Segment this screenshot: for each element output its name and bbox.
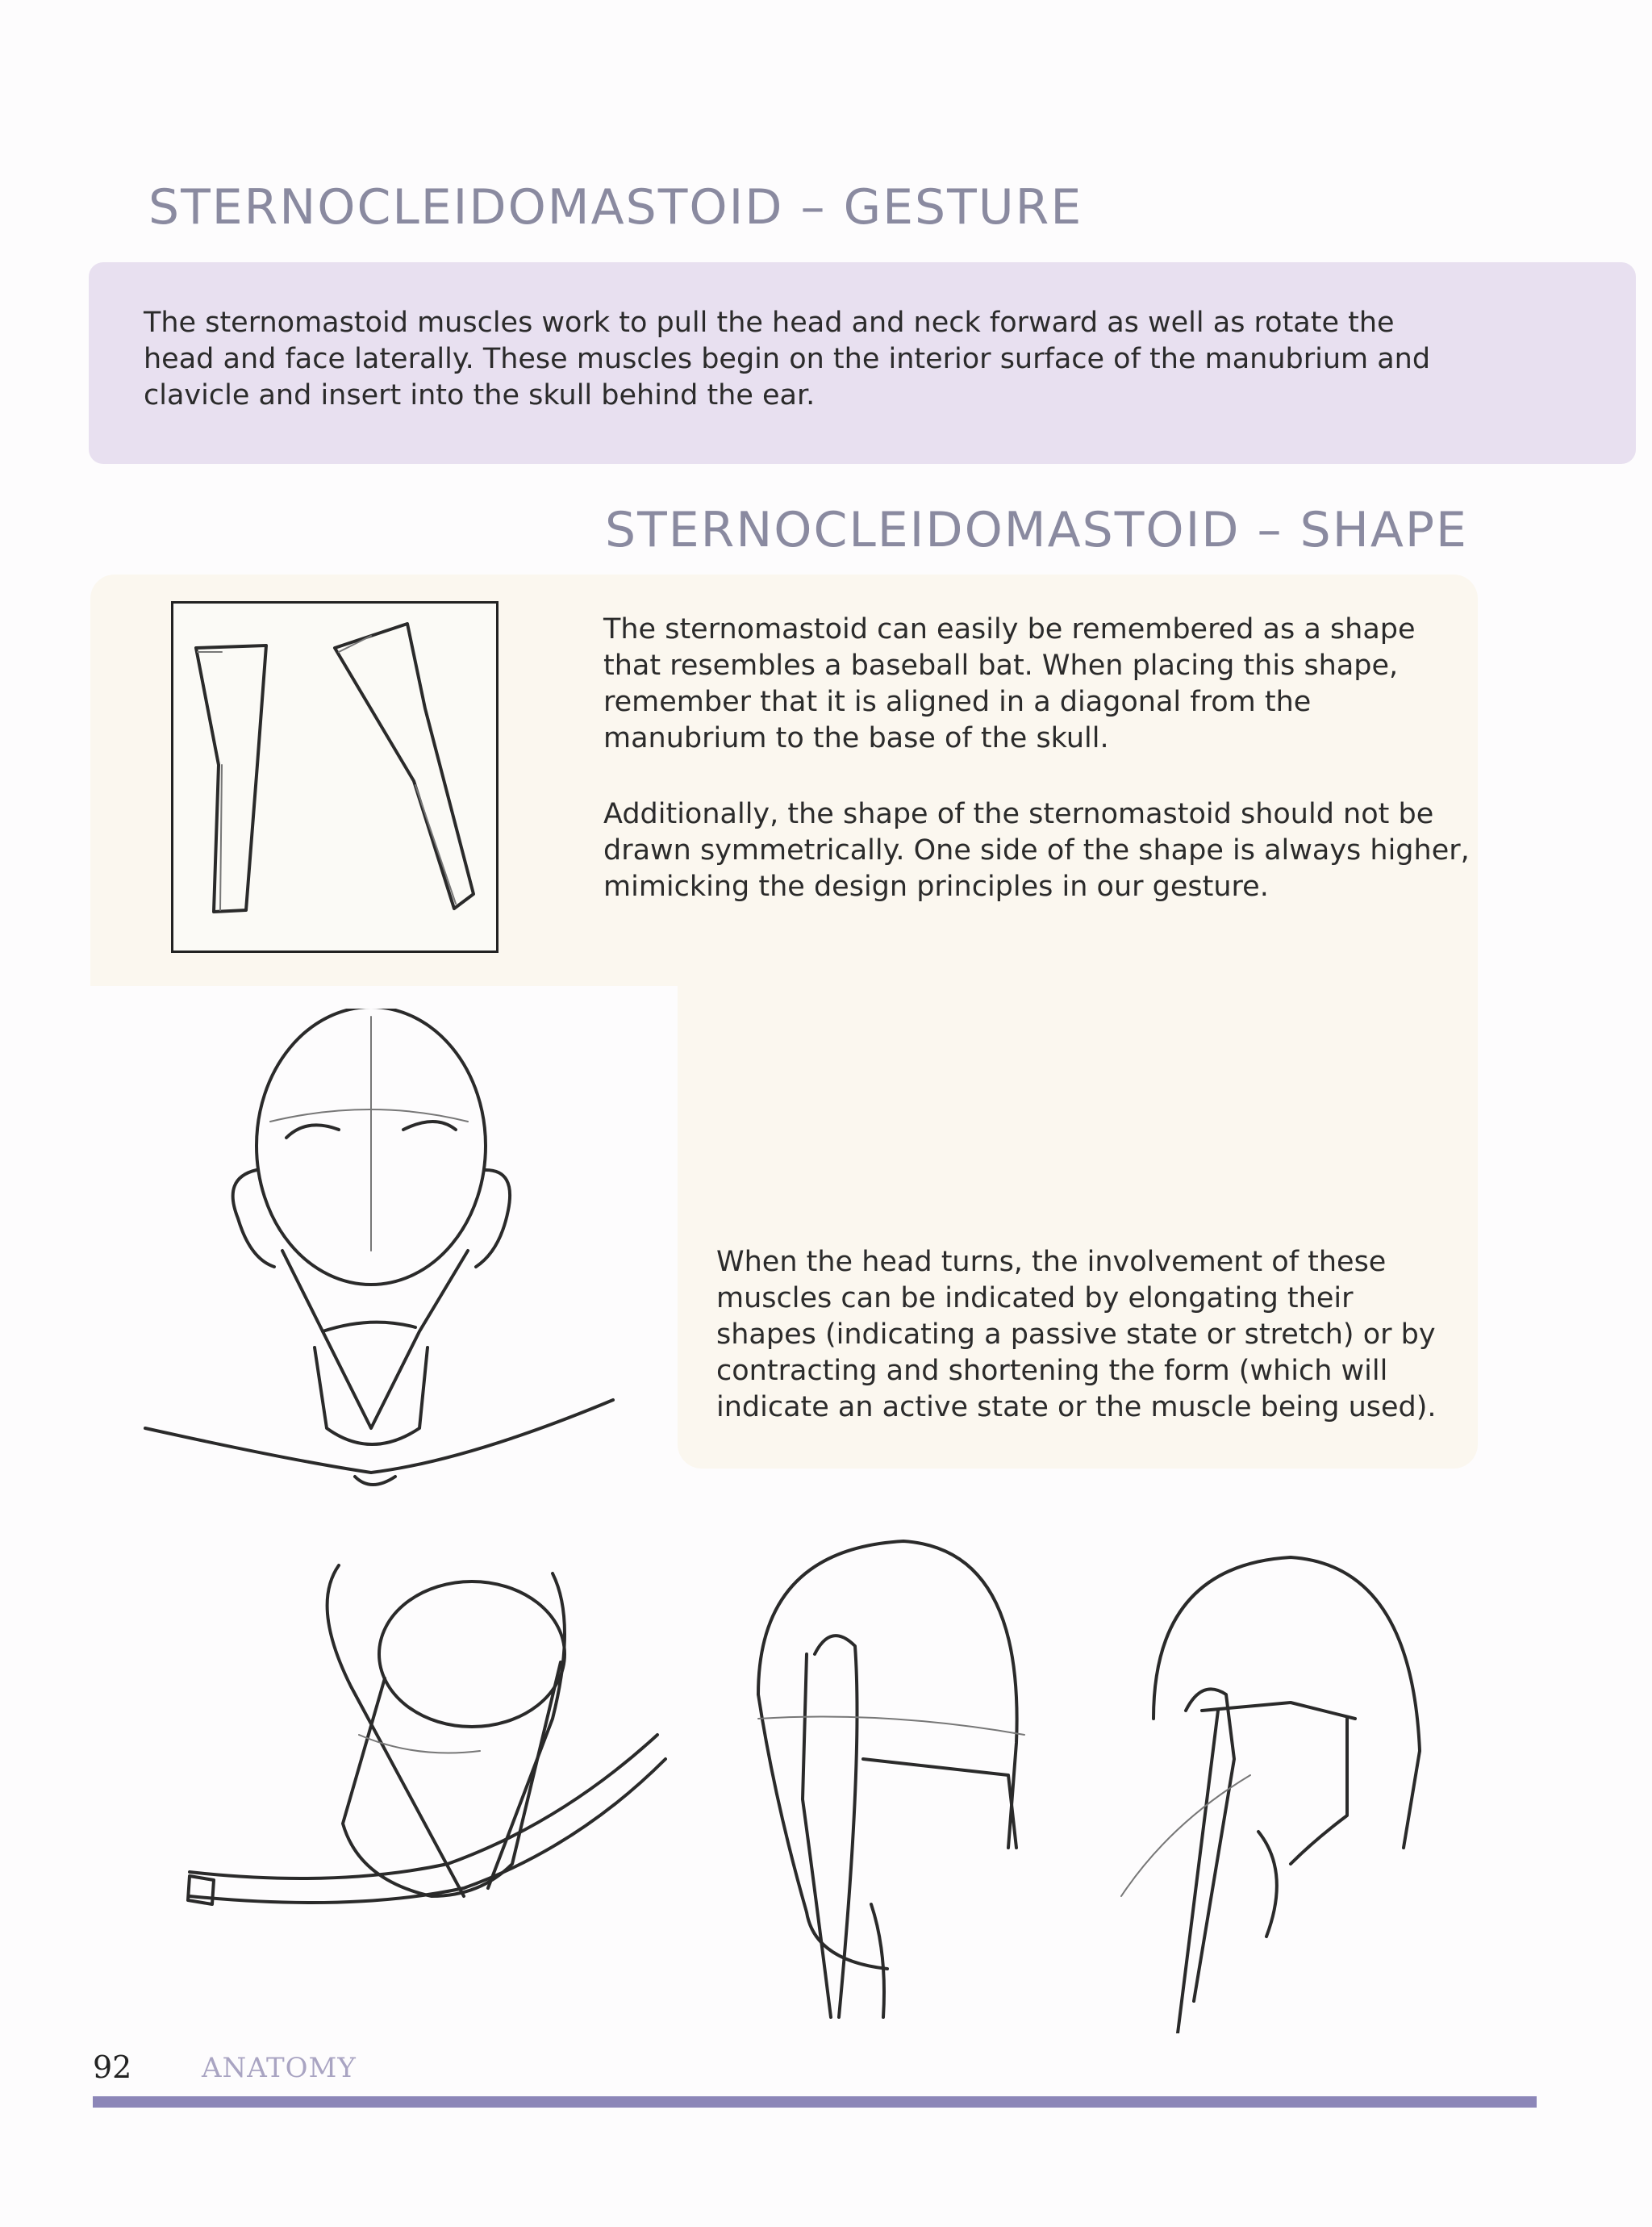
running-head: ANATOMY bbox=[202, 2052, 357, 2084]
bat-shapes-sketch bbox=[171, 601, 499, 953]
shape-paragraph-3: When the head turns, the involvement of these muscles can be indicated by elongating their shapes (indicating a passive state or stretch) or by contracting and shortening the form (which will indicate an active state or the muscle being used). bbox=[716, 1246, 1437, 1423]
shape-paragraph-1: The sternomastoid can easily be remembered as a shape that resembles a baseball bat. When placing this shape, remember that it is aligned in a diagonal from the manubrium to the base of the skull. bbox=[603, 613, 1416, 754]
gesture-body: The sternomastoid muscles work to pull the head and neck forward as well as rotate the head and face laterally. These muscles begin on the interior surface of the manubrium and clavicle and insert into the skull behind the ear. bbox=[144, 307, 1431, 412]
bat-shapes-drawing bbox=[173, 604, 496, 951]
head-turn-three-quarter-sketch bbox=[726, 1533, 1073, 2033]
page-number: 92 bbox=[93, 2049, 132, 2085]
front-head-neck-sketch bbox=[129, 1009, 645, 1525]
gesture-title: STERNOCLEIDOMASTOID – GESTURE bbox=[148, 179, 1083, 236]
footer-rule bbox=[93, 2096, 1537, 2108]
shape-title: STERNOCLEIDOMASTOID – SHAPE bbox=[605, 502, 1468, 558]
shape-paragraph-2: Additionally, the shape of the sternomastoid should not be drawn symmetrically. One side of the shape is always higher, mimicking the design principles in our gesture. bbox=[603, 798, 1470, 903]
neck-cylinder-sketch bbox=[173, 1557, 690, 2025]
head-turn-back-sketch bbox=[1105, 1549, 1444, 2033]
